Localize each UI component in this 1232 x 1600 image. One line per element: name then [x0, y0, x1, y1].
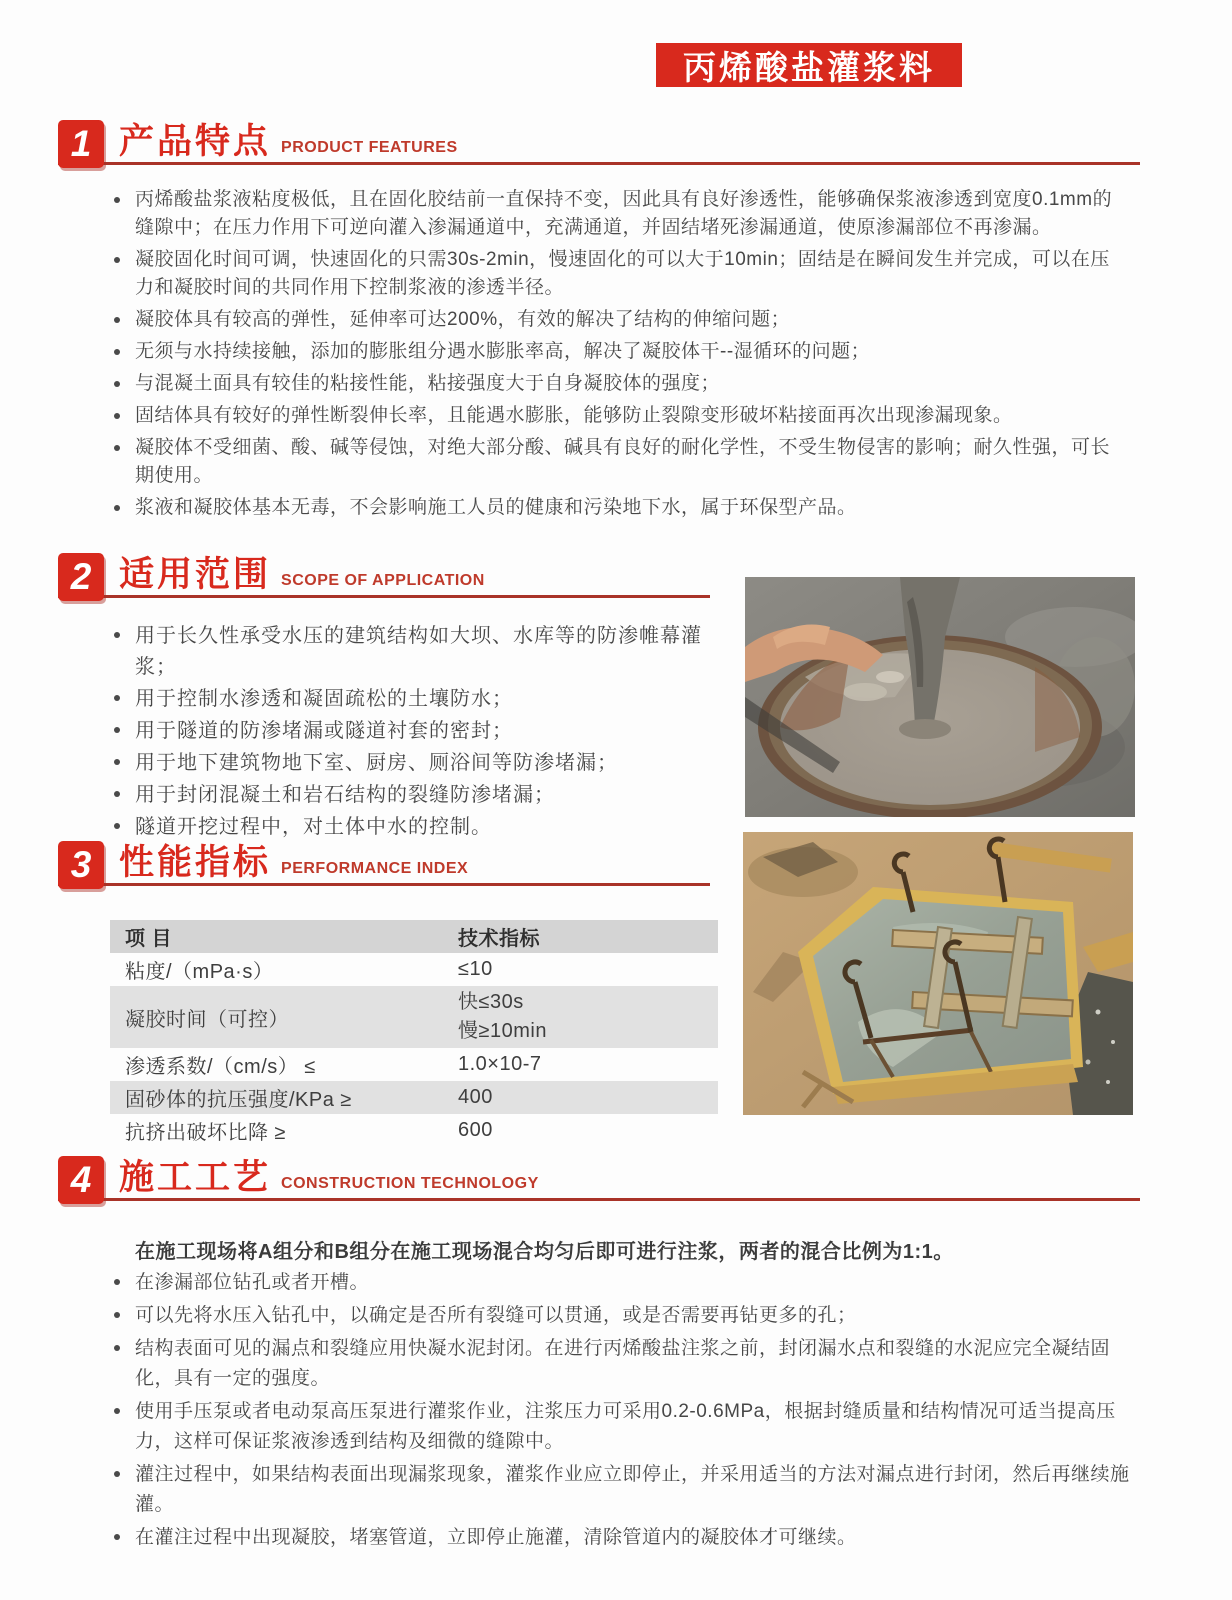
- bullet-item: 丙烯酸盐浆液粘度极低，且在固化胶结前一直保持不变，因此具有良好渗透性，能够确保浆液渗透到宽度0.1mm的缝隙中；在压力作用下可逆向灌入渗漏通道中，充满通道，并固结堵死渗漏通道，使原渗漏部位不再渗漏。: [108, 186, 1120, 242]
- bullet-item: 用于地下建筑物地下室、厨房、厕浴间等防渗堵漏；: [108, 748, 736, 779]
- bullet-item: 隧道开挖过程中，对土体中水的控制。: [108, 812, 736, 843]
- section-title-zh: 性能指标: [119, 843, 272, 883]
- section-header-performance-index: [58, 841, 710, 886]
- product-title-banner: 丙烯酸盐灌浆料: [656, 43, 962, 87]
- application-scope-list: [108, 621, 736, 844]
- table-cell-item: 凝胶时间（可控）: [110, 986, 448, 1048]
- section-title-en: SCOPE OF APPLICATION: [281, 572, 485, 589]
- bullet-item: 无须与水持续接触，添加的膨胀组分遇水膨胀率高，解决了凝胶体干--湿循环的问题；: [108, 338, 1120, 366]
- table-row: [110, 986, 718, 1048]
- table-cell-item: 抗挤出破坏比降 ≥: [125, 1122, 287, 1144]
- table-cell-value: 600: [458, 1119, 493, 1141]
- table-cell-value: [448, 986, 718, 1048]
- section-title-zh: 施工工艺: [119, 1158, 272, 1198]
- section-title-zh: 产品特点: [119, 122, 272, 162]
- bullet-item: 与混凝土面具有较佳的粘接性能，粘接强度大于自身凝胶体的强度；: [108, 370, 1120, 398]
- bullet-item: 凝胶固化时间可调，快速固化的只需30s-2min，慢速固化的可以大于10min；固结是在瞬间发生并完成，可以在压力和凝胶时间的共同作用下控制浆液的渗透半径。: [108, 246, 1120, 302]
- bullet-item: 灌注过程中，如果结构表面出现漏浆现象，灌浆作业应立即停止，并采用适当的方法对漏点进行封闭，然后再继续施灌。: [108, 1460, 1146, 1520]
- section-number-badge: 2: [58, 553, 104, 601]
- bullet-item: 用于封闭混凝土和岩石结构的裂缝防渗堵漏；: [108, 780, 736, 811]
- section-title-en: PRODUCT FEATURES: [281, 139, 458, 156]
- bullet-item: 用于控制水渗透和凝固疏松的土壤防水；: [108, 684, 736, 715]
- table-cell-item: 粘度/（mPa·s）: [125, 961, 274, 983]
- bullet-item: 浆液和凝胶体基本无毒，不会影响施工人员的健康和污染地下水，属于环保型产品。: [108, 494, 1120, 522]
- bullet-item: 可以先将水压入钻孔中，以确定是否所有裂缝可以贯通，或是否需要再钻更多的孔；: [108, 1301, 1146, 1331]
- bullet-item: 在灌注过程中出现凝胶，堵塞管道，立即停止施灌，清除管道内的凝胶体才可继续。: [108, 1523, 1146, 1553]
- table-cell-value: ≤10: [458, 958, 493, 980]
- bullet-item: 结构表面可见的漏点和裂缝应用快凝水泥封闭。在进行丙烯酸盐注浆之前，封闭漏水点和裂缝的水泥应完全凝结固化，具有一定的强度。: [108, 1334, 1146, 1394]
- bullet-item: 使用手压泵或者电动泵高压泵进行灌浆作业，注浆压力可采用0.2-0.6MPa，根据封缝质量和结构情况可适当提高压力，这样可保证浆液渗透到结构及细微的缝隙中。: [108, 1397, 1146, 1457]
- slurry-mixing-photo: [745, 577, 1135, 817]
- table-row: [110, 1081, 718, 1114]
- section-title-en: PERFORMANCE INDEX: [281, 860, 469, 877]
- table-row: [110, 1048, 718, 1081]
- performance-index-table: [110, 920, 718, 1147]
- section-header-product-features: [58, 120, 1140, 165]
- bullet-item: 凝胶体不受细菌、酸、碱等侵蚀，对绝大部分酸、碱具有良好的耐化学性，不受生物侵害的影响；耐久性强，可长期使用。: [108, 434, 1120, 490]
- bullet-item: 固结体具有较好的弹性断裂伸长率，且能遇水膨胀，能够防止裂隙变形破坏粘接面再次出现渗漏现象。: [108, 402, 1120, 430]
- section-number-badge: 1: [58, 120, 104, 168]
- section-header-scope-of-application: [58, 553, 710, 598]
- section-title-en: CONSTRUCTION TECHNOLOGY: [281, 1175, 539, 1192]
- section-header-construction-technology: [58, 1156, 1140, 1201]
- bullet-item: 用于隧道的防渗堵漏或隧道衬套的密封；: [108, 716, 736, 747]
- section-number-badge: 3: [58, 841, 104, 889]
- construction-steps-list: [108, 1268, 1146, 1556]
- table-cell-value: 1.0×10-7: [458, 1053, 542, 1075]
- table-cell-item: 渗透系数/（cm/s） ≤: [125, 1056, 316, 1078]
- table-cell-value: 400: [448, 1081, 718, 1114]
- value-line-slow: 慢≥10min: [458, 1020, 547, 1042]
- section-title-zh: 适用范围: [119, 555, 272, 595]
- bullet-item: 用于长久性承受水压的建筑结构如大坝、水库等的防渗帷幕灌浆；: [108, 621, 736, 683]
- table-row: [110, 1114, 718, 1147]
- section-number-badge: 4: [58, 1156, 104, 1204]
- bullet-item: 在渗漏部位钻孔或者开槽。: [108, 1268, 1146, 1298]
- table-cell-item: 固砂体的抗压强度/KPa ≥: [110, 1081, 448, 1114]
- bullet-item: 凝胶体具有较高的弹性，延伸率可达200%，有效的解决了结构的伸缩问题；: [108, 306, 1120, 334]
- table-header-index: 技术指标: [448, 920, 718, 953]
- product-features-list: [108, 186, 1120, 526]
- table-row: [110, 953, 718, 986]
- construction-intro-text: 在施工现场将A组分和B组分在施工现场混合均匀后即可进行注浆，两者的混合比例为1:1。: [135, 1241, 954, 1263]
- formwork-concrete-photo: [743, 832, 1133, 1115]
- table-header-item: 项 目: [110, 920, 448, 953]
- value-line-fast: 快≤30s: [458, 991, 524, 1013]
- table-header-row: [110, 920, 718, 953]
